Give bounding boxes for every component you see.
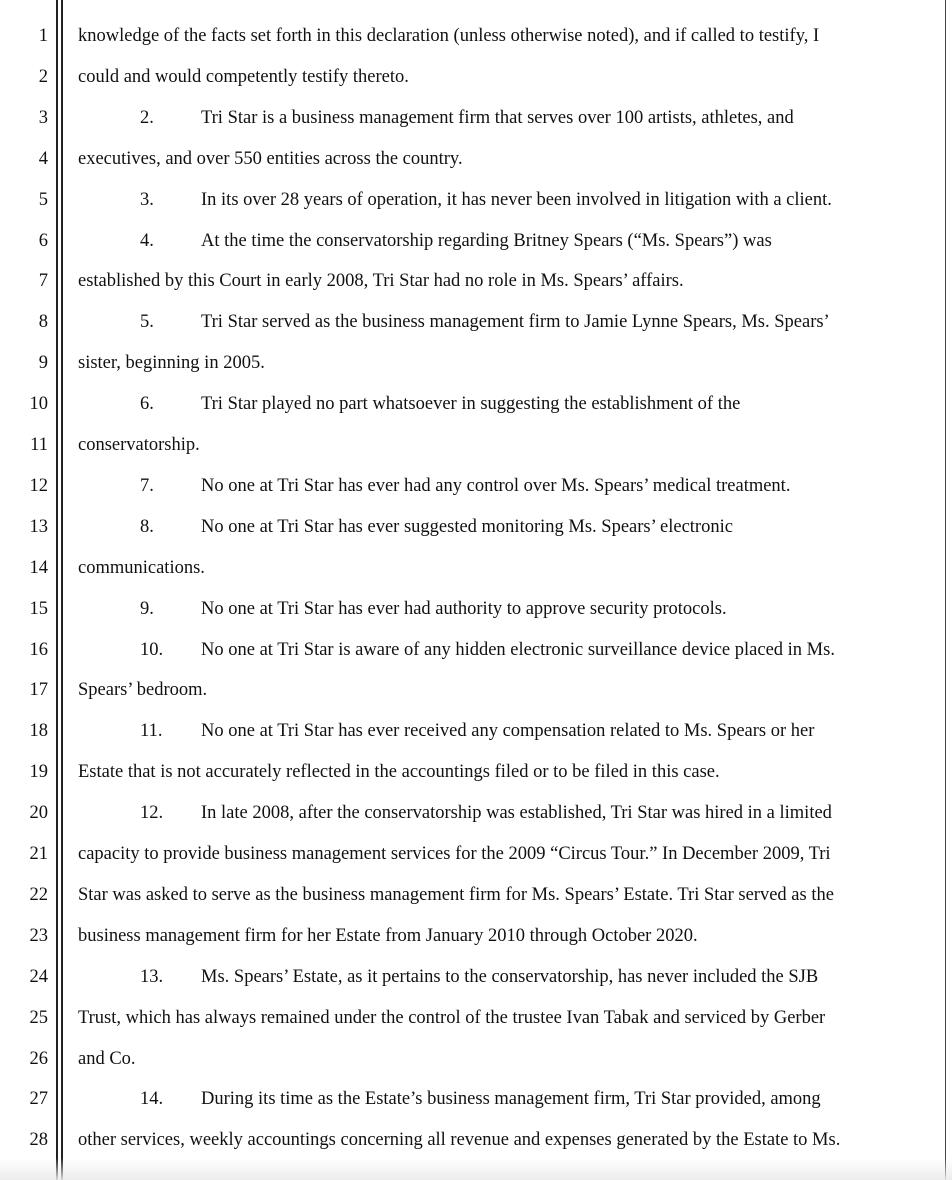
text-line: Estate that is not accurately reflected in the accountings filed or to be filed in this case. <box>78 762 720 783</box>
text-line: conservatorship. <box>78 435 200 455</box>
text-line: In late 2008, after the conservatorship was established, Tri Star was hired in a limited <box>201 803 832 824</box>
line-number: 2 <box>38 66 48 87</box>
text-line: No one at Tri Star has ever had authority to approve security protocols. <box>201 598 727 619</box>
text-line: capacity to provide business management services for the 2009 “Circus Tour.” In December 2009, Tri <box>78 844 831 864</box>
line-number: 8 <box>38 312 48 333</box>
text-line: and Co. <box>78 1048 136 1069</box>
text-line: Tri Star is a business management firm that serves over 100 artists, athletes, and <box>201 107 794 128</box>
line-number: 18 <box>29 721 48 742</box>
paragraph-number: 3. <box>140 189 154 210</box>
line-number: 1 <box>38 26 48 46</box>
text-line: Spears’ bedroom. <box>78 680 208 701</box>
line-number: 14 <box>29 557 48 578</box>
line-number: 9 <box>38 353 48 374</box>
text-line: Ms. Spears’ Estate, as it pertains to the conservatorship, has never included the SJB <box>201 966 819 987</box>
paragraph-number: 10. <box>140 639 164 660</box>
line-number: 26 <box>29 1048 48 1069</box>
text-line: Star was asked to serve as the business management firm for Ms. Spears’ Estate. Tri Star served as the <box>78 884 834 905</box>
line-number: 27 <box>29 1089 48 1110</box>
text-line: could and would competently testify thereto. <box>78 66 409 87</box>
text-line: Tri Star played no part whatsoever in suggesting the establishment of the <box>201 394 741 415</box>
line-number: 6 <box>38 230 48 251</box>
text-line: At the time the conservatorship regarding Britney Spears (“Ms. Spears”) was <box>201 230 772 251</box>
paragraph-number: 11. <box>140 721 163 742</box>
paragraph-number: 2. <box>140 107 154 128</box>
text-line: other services, weekly accountings concerning all revenue and expenses generated by the Estate to Ms. <box>78 1130 841 1151</box>
line-number: 20 <box>29 803 48 824</box>
text-line: In its over 28 years of operation, it has never been involved in litigation with a client. <box>201 189 832 210</box>
left-margin-rule <box>56 0 58 1180</box>
text-line: No one at Tri Star has ever had any control over Ms. Spears’ medical treatment. <box>201 475 791 496</box>
line-number: 16 <box>29 639 48 660</box>
paragraph-number: 12. <box>140 803 164 824</box>
line-number: 3 <box>38 107 48 128</box>
line-number: 22 <box>29 884 48 905</box>
line-number: 19 <box>29 762 48 783</box>
text-line: Trust, which has always remained under the control of the trustee Ivan Tabak and serviced by Gerber <box>78 1007 826 1028</box>
paragraph-number: 5. <box>140 312 154 333</box>
line-number: 25 <box>29 1007 48 1028</box>
line-number: 24 <box>29 966 48 987</box>
paragraph-number: 6. <box>140 394 154 415</box>
line-number: 12 <box>29 475 48 496</box>
paragraph-number: 13. <box>140 966 164 987</box>
text-line: During its time as the Estate’s business management firm, Tri Star provided, among <box>201 1089 821 1110</box>
text-line: knowledge of the facts set forth in this declaration (unless otherwise noted), and if called to testify, I <box>78 26 820 46</box>
line-number: 4 <box>38 148 48 169</box>
line-number: 13 <box>29 516 48 537</box>
paragraph-number: 4. <box>140 230 154 251</box>
bottom-edge-shadow <box>0 1158 952 1180</box>
line-number: 17 <box>29 680 48 701</box>
line-number: 7 <box>38 271 48 292</box>
text-line: Tri Star served as the business management firm to Jamie Lynne Spears, Ms. Spears’ <box>201 312 830 333</box>
line-number: 5 <box>38 189 48 210</box>
text-line: No one at Tri Star has ever received any compensation related to Ms. Spears or her <box>201 721 815 742</box>
paragraph-number: 9. <box>140 598 154 619</box>
line-number: 23 <box>29 925 48 946</box>
text-line: communications. <box>78 557 205 578</box>
text-line: No one at Tri Star is aware of any hidden electronic surveillance device placed in Ms. <box>201 639 835 660</box>
text-line: sister, beginning in 2005. <box>78 353 265 374</box>
line-number: 28 <box>29 1130 48 1151</box>
left-margin-rule-inner <box>61 0 63 1180</box>
text-line: executives, and over 550 entities across the country. <box>78 148 463 169</box>
line-number: 11 <box>30 435 48 455</box>
text-line: No one at Tri Star has ever suggested monitoring Ms. Spears’ electronic <box>201 516 733 537</box>
line-number: 21 <box>29 844 48 864</box>
paragraph-number: 8. <box>140 516 154 537</box>
line-number: 15 <box>29 598 48 619</box>
line-number: 10 <box>29 394 48 415</box>
text-line: established by this Court in early 2008, Tri Star had no role in Ms. Spears’ affairs. <box>78 271 684 292</box>
paragraph-number: 7. <box>140 475 154 496</box>
paragraph-number: 14. <box>140 1089 164 1110</box>
text-line: business management firm for her Estate from January 2010 through October 2020. <box>78 925 698 946</box>
right-margin-rule <box>945 0 946 1180</box>
